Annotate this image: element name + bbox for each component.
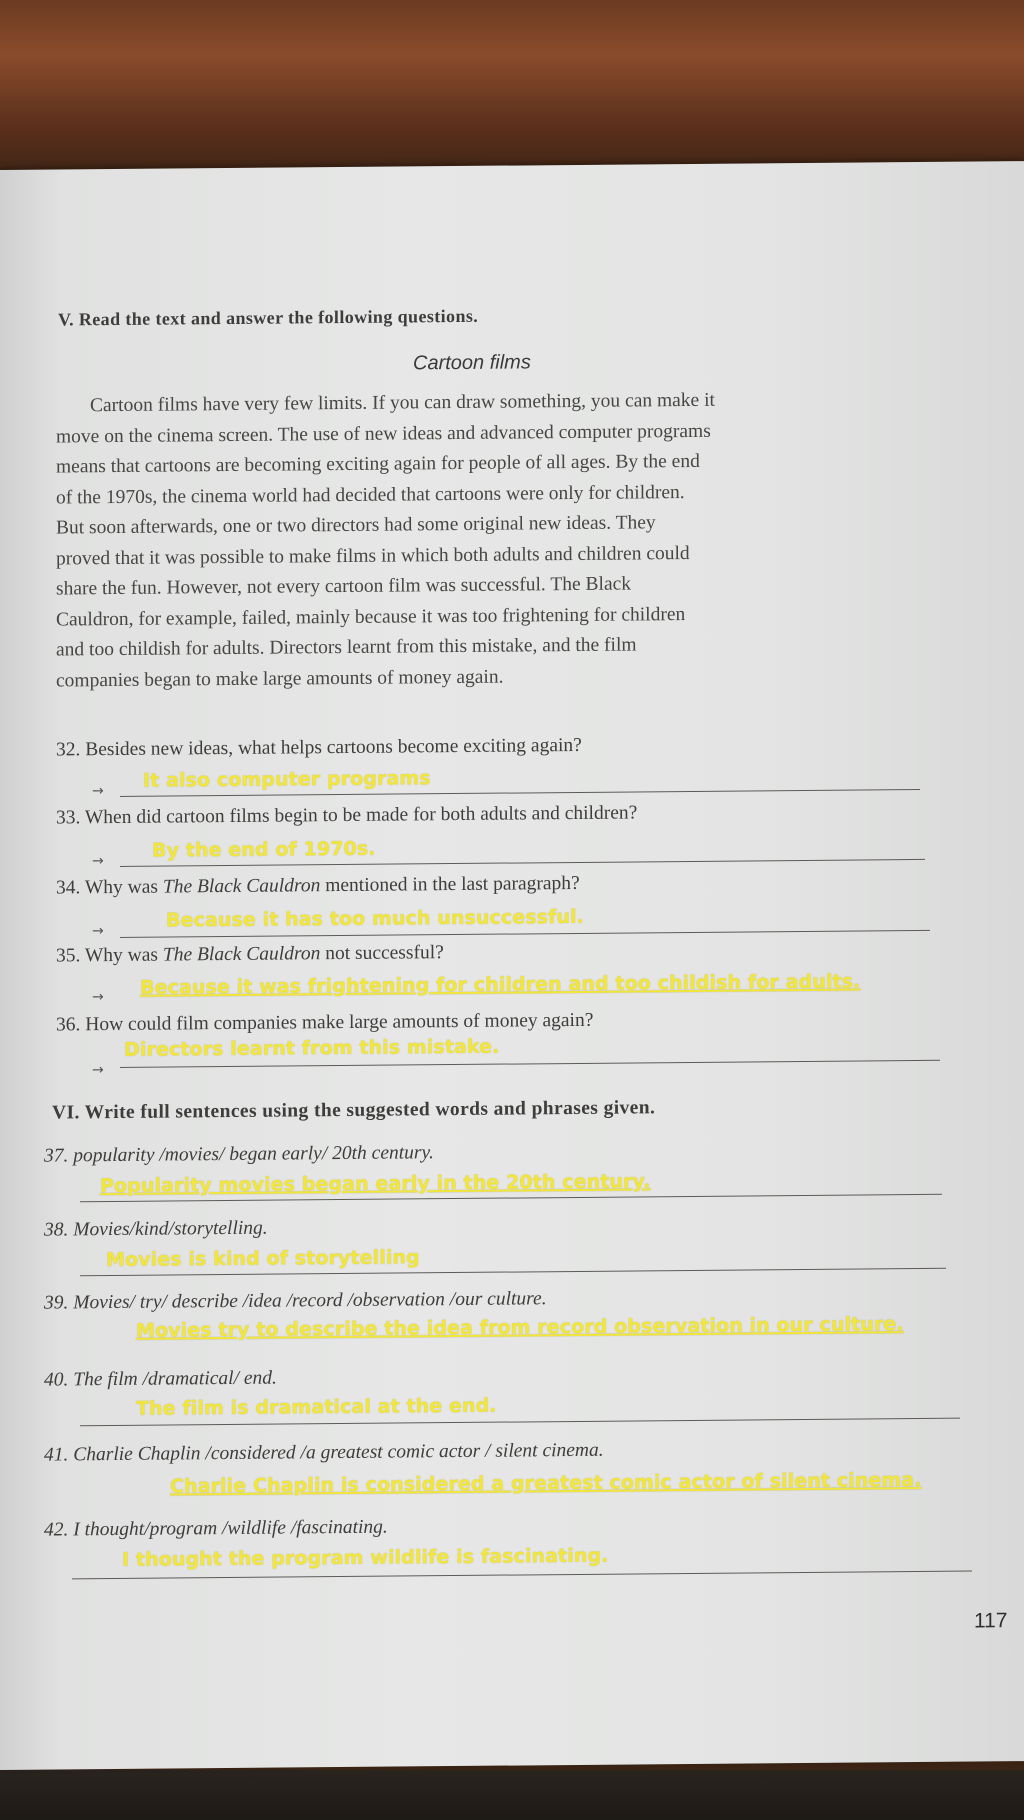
- passage-line: But soon afterwards, one or two directors had some original new ideas. They: [56, 512, 656, 539]
- arrow-icon: →: [92, 989, 104, 1006]
- answer-line: [120, 1060, 940, 1068]
- item-number: 40.: [44, 1369, 69, 1391]
- item-number: 42.: [44, 1519, 69, 1541]
- answer-35: Because it was frightening for children and too childish for adults.: [140, 970, 861, 999]
- question-34: [56, 873, 580, 900]
- item-number: 37.: [44, 1145, 69, 1167]
- question-number: 34.: [56, 877, 81, 899]
- question-32: [56, 735, 582, 762]
- book-title: The Black Cauldron: [162, 943, 321, 966]
- answer-41: Charlie Chaplin is considered a greatest comic actor of silent cinema.: [170, 1468, 922, 1498]
- item-40: [44, 1368, 277, 1392]
- answer-42: I thought the program wildlife is fascinating.: [122, 1544, 609, 1571]
- question-number: 33.: [56, 807, 81, 829]
- question-35: [56, 942, 444, 967]
- question-number: 35.: [56, 945, 81, 967]
- passage-line: and too childish for adults. Directors learnt from this mistake, and the film: [56, 634, 637, 661]
- passage-title: Cartoon films: [413, 351, 531, 375]
- question-number: 36.: [56, 1014, 81, 1036]
- arrow-icon: →: [92, 853, 104, 870]
- answer-34: Because it has too much unsuccessful.: [166, 905, 584, 932]
- answer-line: [72, 1571, 972, 1580]
- passage-line: Cartoon films have very few limits. If you can draw something, you can make it: [90, 389, 715, 417]
- answer-37: Popularity movies began early in the 20th century.: [100, 1170, 651, 1198]
- item-39: [44, 1288, 547, 1314]
- passage-line: move on the cinema screen. The use of new ideas and advanced computer programs: [56, 420, 711, 448]
- item-prompt: Movies/kind/storytelling.: [73, 1217, 268, 1241]
- item-41: [44, 1440, 604, 1467]
- item-37: [44, 1142, 434, 1167]
- item-prompt: The film /dramatical/ end.: [73, 1367, 277, 1391]
- section-vi-heading: VI. Write full sentences using the suggested words and phrases given.: [52, 1097, 656, 1124]
- arrow-icon: →: [92, 783, 104, 800]
- passage-line: proved that it was possible to make films in which both adults and children could: [56, 542, 690, 570]
- item-42: [44, 1517, 388, 1542]
- answer-40: The film is dramatical at the end.: [136, 1394, 497, 1420]
- question-text: Why was: [84, 876, 163, 899]
- question-number: 32.: [56, 739, 81, 761]
- question-text: Why was: [84, 944, 163, 967]
- item-prompt: I thought/program /wildlife /fascinating.: [73, 1516, 388, 1541]
- question-text: not successful?: [320, 942, 444, 965]
- section-v-heading: V. Read the text and answer the following questions.: [58, 305, 479, 330]
- question-text: When did cartoon films begin to be made for both adults and children?: [84, 802, 638, 829]
- answer-38: Movies is kind of storytelling: [106, 1246, 420, 1272]
- item-number: 41.: [44, 1444, 69, 1466]
- question-36: [56, 1010, 593, 1037]
- arrow-icon: →: [92, 923, 104, 940]
- answer-32: It also computer programs: [143, 767, 431, 792]
- item-prompt: popularity /movies/ began early/ 20th century.: [73, 1142, 434, 1167]
- question-text: How could film companies make large amounts of money again?: [85, 1009, 594, 1036]
- passage-line: share the fun. However, not every cartoon film was successful. The Black: [56, 573, 632, 600]
- book-title: The Black Cauldron: [162, 875, 321, 898]
- item-prompt: Movies/ try/ describe /idea /record /observation /our culture.: [73, 1288, 547, 1314]
- answer-33: By the end of 1970s.: [152, 837, 376, 862]
- table-surface: [0, 1770, 1024, 1820]
- passage-line: of the 1970s, the cinema world had decided that cartoons were only for children.: [56, 481, 685, 509]
- page-number: 117: [974, 1609, 1008, 1633]
- answer-39: Movies try to describe the idea from record observation in our culture.: [136, 1313, 904, 1342]
- passage-line: Cauldron, for example, failed, mainly because it was too frightening for children: [56, 603, 686, 631]
- item-38: [44, 1218, 268, 1242]
- item-number: 39.: [44, 1292, 69, 1314]
- passage-text: [56, 386, 715, 697]
- worksheet-page: [0, 161, 1024, 1770]
- answer-line: [120, 930, 930, 938]
- question-text: Besides new ideas, what helps cartoons become exciting again?: [85, 734, 582, 761]
- item-prompt: Charlie Chaplin /considered /a greatest comic actor / silent cinema.: [73, 1439, 604, 1466]
- question-text: mentioned in the last paragraph?: [320, 872, 580, 897]
- item-number: 38.: [44, 1219, 69, 1241]
- passage-line: means that cartoons are becoming exciting again for people of all ages. By the end: [56, 450, 700, 478]
- passage-line: companies began to make large amounts of money again.: [56, 666, 504, 692]
- answer-36: Directors learnt from this mistake.: [124, 1035, 500, 1061]
- question-33: [56, 802, 637, 829]
- arrow-icon: →: [92, 1062, 104, 1079]
